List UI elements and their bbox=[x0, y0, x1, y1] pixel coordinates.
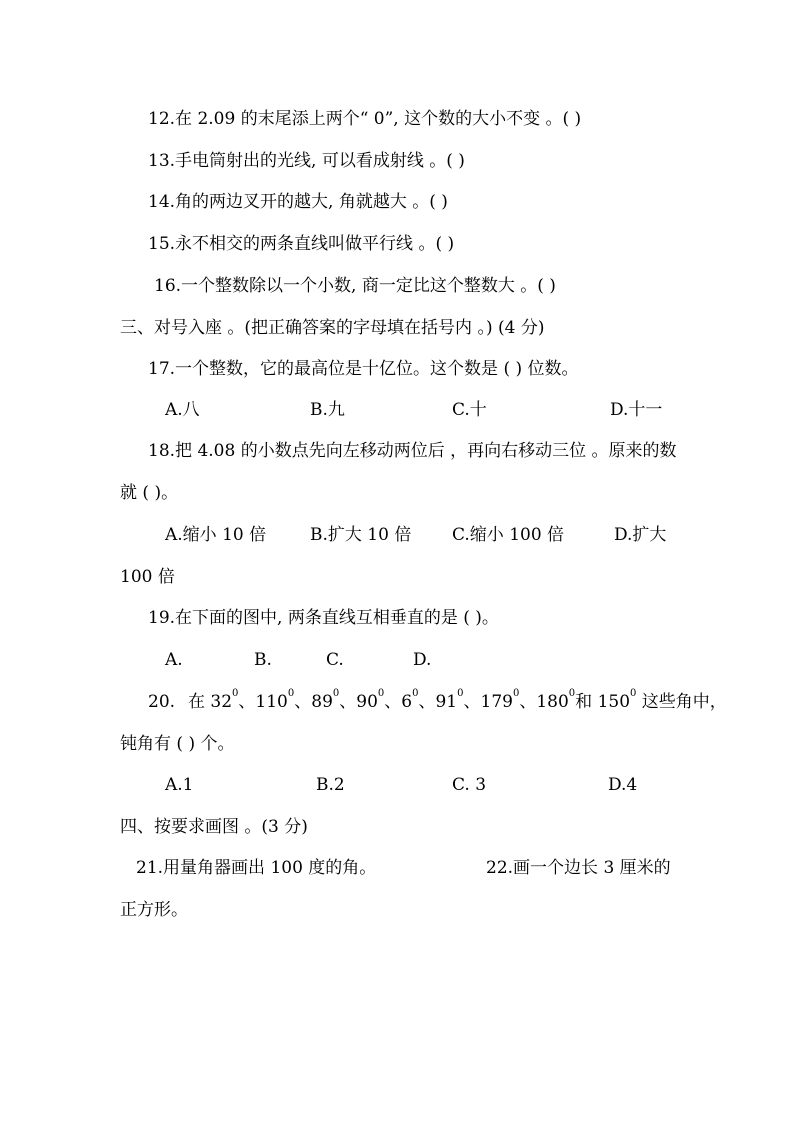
question-20-number: 20. bbox=[148, 692, 176, 712]
question-18-line1: 18.把 4.08 的小数点先向左移动两位后 ，再向右移动三位 。原来的数 bbox=[148, 441, 677, 461]
degree-mark: 0 bbox=[232, 688, 239, 699]
degree-mark: 0 bbox=[377, 688, 385, 699]
q20-angle-89: 89 bbox=[311, 692, 333, 712]
q20-angle-180: 180 bbox=[536, 692, 569, 712]
q20-and: 和 bbox=[575, 692, 593, 712]
section-3-heading: 三、对号入座 。(把正确答案的字母填在括号内 。) (4 分) bbox=[120, 318, 545, 338]
question-22-wrap: 正方形。 bbox=[120, 900, 188, 920]
q17-option-d: D.十一 bbox=[610, 400, 663, 420]
degree-mark: 0 bbox=[332, 688, 340, 699]
question-17: 17.一个整数，它的最高位是十亿位。这个数是 ( ) 位数。 bbox=[148, 359, 579, 379]
question-20-line2: 钝角有 ( ) 个。 bbox=[120, 734, 235, 754]
q19-option-b: B. bbox=[254, 650, 272, 670]
q18-option-d-wrap: 100 倍 bbox=[120, 567, 175, 587]
degree-mark: 0 bbox=[568, 688, 576, 699]
q18-option-c: C.缩小 100 倍 bbox=[452, 525, 565, 545]
question-12: 12.在 2.09 的末尾添上两个“ 0”, 这个数的大小不变 。( ) bbox=[148, 109, 582, 129]
separator: 、 bbox=[418, 692, 436, 712]
question-14: 14.角的两边叉开的越大, 角就越大 。( ) bbox=[148, 192, 448, 212]
q20-post-text: 这些角中， bbox=[641, 692, 727, 712]
question-19: 19.在下面的图中, 两条直线互相垂直的是 ( )。 bbox=[148, 608, 499, 628]
degree-mark: 0 bbox=[512, 688, 520, 699]
section-4-heading: 四、按要求画图 。(3 分) bbox=[120, 817, 308, 837]
q18-option-a: A.缩小 10 倍 bbox=[165, 525, 267, 545]
q17-option-b: B.九 bbox=[310, 400, 345, 420]
q20-angle-150: 150 bbox=[597, 692, 631, 712]
separator: 、 bbox=[519, 692, 537, 712]
q20-angle-110: 110 bbox=[255, 692, 288, 712]
q20-option-d: D.4 bbox=[608, 775, 638, 795]
q20-option-a: A.1 bbox=[165, 775, 194, 795]
separator: 、 bbox=[463, 692, 481, 712]
question-15: 15.永不相交的两条直线叫做平行线 。( ) bbox=[148, 234, 455, 254]
question-20-line1 bbox=[188, 688, 727, 713]
separator: 、 bbox=[294, 692, 312, 712]
q19-option-c: C. bbox=[326, 650, 344, 670]
degree-mark: 0 bbox=[412, 688, 419, 699]
degree-mark: 0 bbox=[457, 688, 464, 699]
degree-mark: 0 bbox=[287, 688, 295, 699]
question-13: 13.手电筒射出的光线, 可以看成射线 。( ) bbox=[148, 151, 465, 171]
q20-option-c: C. 3 bbox=[452, 775, 487, 795]
q20-angle-90: 90 bbox=[356, 692, 378, 712]
question-16: 16.一个整数除以一个小数, 商一定比这个整数大 。( ) bbox=[154, 276, 556, 296]
separator: 、 bbox=[238, 692, 256, 712]
q20-angle-179: 179 bbox=[480, 692, 513, 712]
q20-angle-text: 在 32 bbox=[188, 692, 233, 712]
q17-option-a: A.八 bbox=[165, 400, 200, 420]
q19-option-a: A. bbox=[165, 650, 183, 670]
q20-angle-6: 6 bbox=[401, 692, 413, 712]
q20-angle-91: 91 bbox=[435, 692, 458, 712]
question-21: 21.用量角器画出 100 度的角。 bbox=[136, 858, 377, 878]
q17-option-c: C.十 bbox=[452, 400, 487, 420]
q20-option-b: B.2 bbox=[316, 775, 345, 795]
question-18-line2: 就 ( )。 bbox=[120, 483, 179, 503]
separator: 、 bbox=[339, 692, 357, 712]
degree-mark: 0 bbox=[630, 688, 637, 699]
separator: 、 bbox=[384, 692, 402, 712]
question-22: 22.画一个边长 3 厘米的 bbox=[486, 858, 671, 878]
q19-option-d: D. bbox=[413, 650, 432, 670]
q18-option-d: D.扩大 bbox=[614, 525, 667, 545]
q18-option-b: B.扩大 10 倍 bbox=[310, 525, 412, 545]
